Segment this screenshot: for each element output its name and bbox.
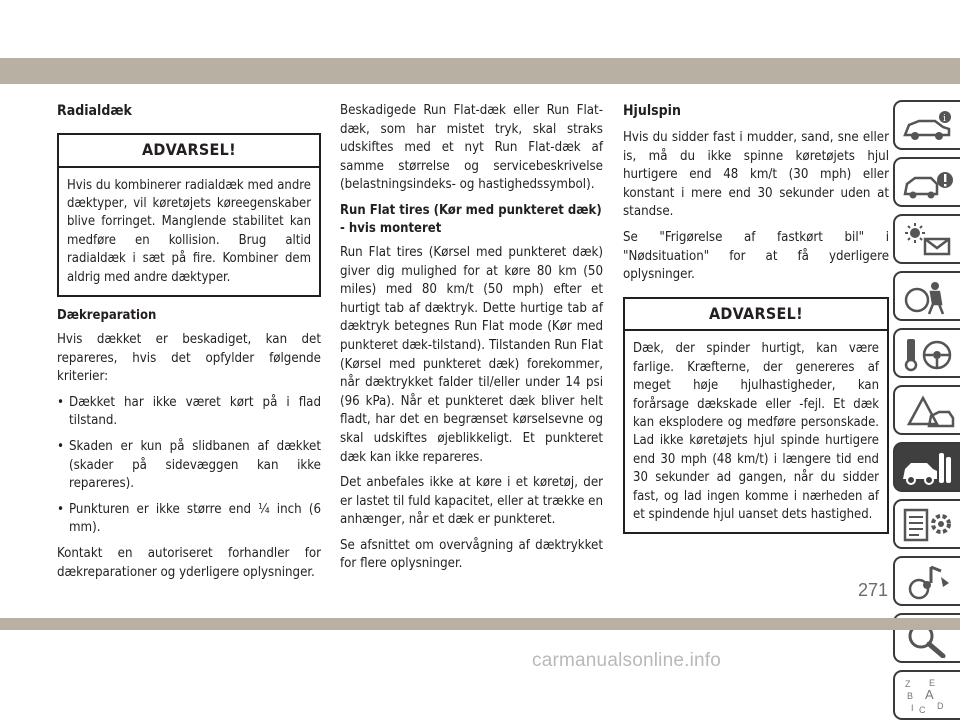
key-steering-wheel-icon <box>901 335 957 373</box>
warning-box-radial <box>57 133 321 297</box>
airbag-person-icon <box>901 278 957 316</box>
tab-multimedia[interactable] <box>893 556 960 606</box>
watermark: carmanualsonline.info <box>532 650 722 671</box>
column-1 <box>57 102 321 589</box>
tab-lights-messages[interactable] <box>893 214 960 264</box>
svg-text:Z: Z <box>905 679 911 689</box>
list-item: • Skaden er kun på slidbanen af dækket (skader på sidevæggen kan ikke repareres). <box>57 439 321 492</box>
tab-servicing-maintenance[interactable] <box>893 442 960 492</box>
column-3 <box>623 102 889 544</box>
tab-safety[interactable] <box>893 271 960 321</box>
svg-text:I: I <box>911 703 914 713</box>
car-wrench-icon <box>901 449 957 487</box>
tab-specifications[interactable] <box>893 499 960 549</box>
hazard-triangle-car-icon <box>901 392 957 430</box>
svg-text:E: E <box>929 678 936 688</box>
warning-box-spin <box>623 297 889 535</box>
page-number: 271 <box>858 580 889 600</box>
run-flat-heading: Run Flat tires (Kør med punkteret dæk) - hvis monteret <box>340 202 602 236</box>
run-flat-description: Run Flat tires (Kørsel med punkteret dæk) giver dig mulighed for at køre 80 km (50 miles) med 80 km/t (50 mph) efter et hurtigt tab af dæktryk. Dette hurtige tab af dæktryk betegnes Run Flat mode (Kør med punkteret dæk-tilstand). Tilstanden Run Flat (Kørsel med punkteret dæk) forekommer, når dæktrykket falder til/eller under 14 psi (96 kPa). Når et punkteret dæk bliver helt fladt, har det en begrænset kørselsevne og skal udskiftes øjeblikkeligt. Et punkteret dæk kan ikke repareres. <box>340 244 603 465</box>
list-item: • Punkturen er ikke større end ¼ inch (6 mm). <box>57 501 321 536</box>
run-flat-load-advice: Det anbefales ikke at køre i et køretøj, der er lastet til fuld kapacitet, eller at trække en anhænger, når et dæk er punkteret. <box>340 475 603 528</box>
list-item: • Dækket har ikke været kørt på i flad tilstand. <box>57 394 321 429</box>
tire-repair-closing: Kontakt en autoriseret forhandler for dækreparationer og yderligere oplysninger. <box>57 545 321 580</box>
tab-car-info[interactable] <box>893 100 960 150</box>
top-band <box>0 58 960 84</box>
warning-title: ADVARSEL! <box>625 299 887 332</box>
column-2 <box>340 102 603 581</box>
music-phone-nav-icon <box>901 563 957 601</box>
checklist-gear-icon <box>901 506 957 544</box>
wheel-spin-paragraph: Hvis du sidder fast i mudder, sand, sne eller is, må du ikke spinne køretøjets hjul hurtigere end 48 km/t (30 mph) eller konstant i mere end 30 sekunder uden at standse. <box>623 130 889 220</box>
svg-text:D: D <box>937 701 944 711</box>
tab-car-warning[interactable] <box>893 157 960 207</box>
tab-starting-operating[interactable] <box>893 328 960 378</box>
svg-text:C: C <box>919 705 926 715</box>
car-warning-icon <box>901 164 957 202</box>
alphabet-index-icon <box>901 677 957 719</box>
run-flat-damaged-paragraph: Beskadigede Run Flat-dæk eller Run Flat-dæk, som har mistet tryk, skal straks udskiftes med et nyt Run Flat-dæk af samme størrelse og servicebeskrivelse (belastningsindeks- og hastighedssymbol). <box>340 103 603 193</box>
bottom-band <box>0 618 960 630</box>
warning-text: Hvis du kombinerer radialdæk med andre dæktyper, vil køretøjets køreegenskaber blive forringet. Manglende stabilitet kan medføre en kollision. Brug altid radialdæk i sæt på fire. Kombiner dem aldrig med andre dæktyper. <box>67 177 311 285</box>
wheel-spin-heading: Hjulspin <box>623 103 681 119</box>
run-flat-reference: Se afsnittet om overvågning af dæktrykket for flere oplysninger. <box>340 537 603 572</box>
svg-text:i: i <box>943 114 946 124</box>
warning-title: ADVARSEL! <box>59 135 319 168</box>
radial-tires-heading: Radialdæk <box>57 103 132 119</box>
svg-text:B: B <box>907 691 914 701</box>
wheel-spin-reference: Se "Frigørelse af fastkørt bil" i "Nødsituation" for at få yderligere oplysninger. <box>623 229 889 283</box>
warning-text: Dæk, der spinder hurtigt, kan være farlige. Kræfterne, der genereres af meget høje hjulhastigheder, kan forårsage dækskade eller -fejl. Et dæk kan eksplodere og medføre personskade. Lad ikke køretøjets hjul spinde hurtigere end 30 mph (48 km/t) i længere tid end 30 sekunder ad gangen, når du sidder fast, og lad ingen komme i nærheden af et spindende hjul uanset dets hastighed. <box>633 341 879 522</box>
tab-emergency[interactable] <box>893 385 960 435</box>
tire-repair-intro: Hvis dækket er beskadiget, kan det repareres, hvis det opfylder følgende kriterier: <box>57 332 321 385</box>
light-message-icon <box>901 221 957 259</box>
tire-repair-heading: Dækreparation <box>57 308 157 324</box>
svg-text:A: A <box>925 687 934 702</box>
chapter-tabs <box>893 100 960 727</box>
car-info-icon <box>901 107 957 145</box>
